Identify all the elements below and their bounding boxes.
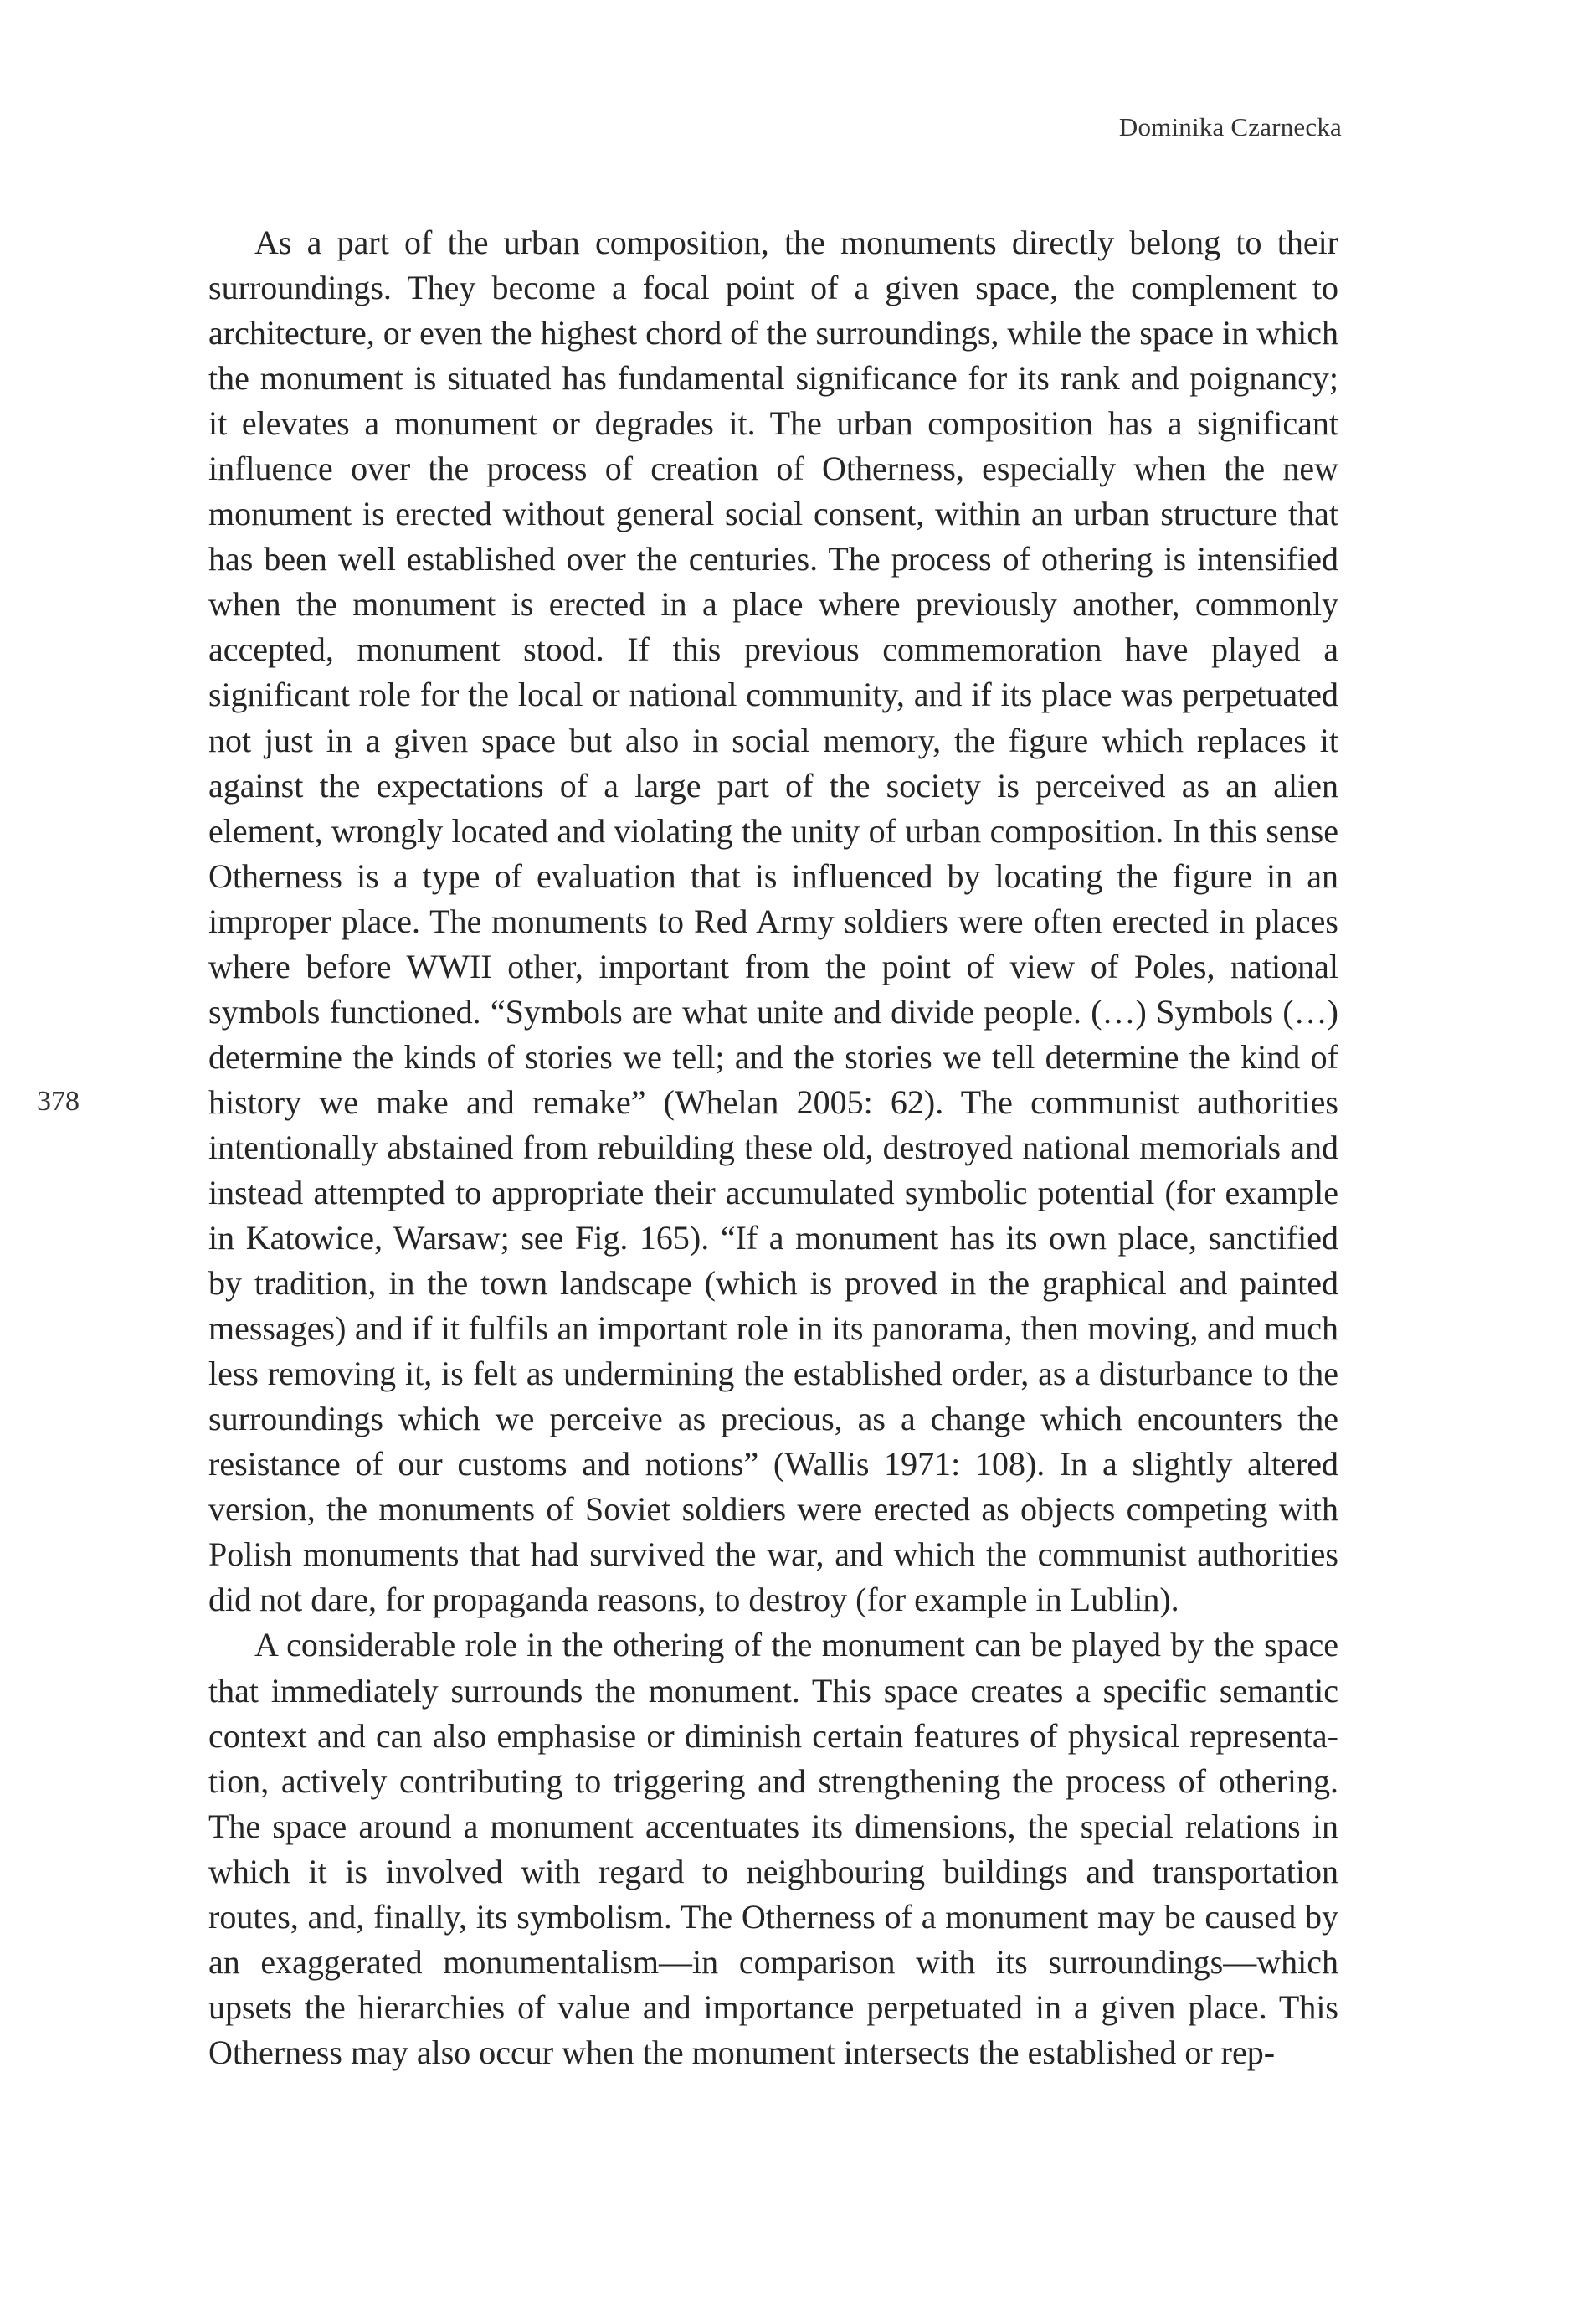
main-text-body [208, 220, 1338, 2075]
paragraph-2: A considerable role in the othering of the monument can be played by the space that immediately surrounds the monument. This space creates a specific semantic context and can also emphasise or diminish certain features of physical representation, actively contributing to triggering and strengthening the process of othering. The space around a monument accentuates its dimensions, the special relations in which it is involved with regard to neighbouring buildings and transportation routes, and, finally, its symbolism. The Otherness of a monument may be caused by an exaggerated monumentalism—in comparison with its surroundings—which upsets the hierarchies of value and importance perpetuated in a given place. This Otherness may also occur when the monument intersects the established or rep- [208, 1626, 1338, 2071]
running-header-author: Dominika Czarnecka [1118, 112, 1342, 141]
paragraph-1: As a part of the urban composition, the monuments directly belong to their surroundings. They become a focal point of a given space, the complement to architecture, or even the highest chord of the surroundings, while the space in which the monument is situated has fundamental significance for its rank and poignancy; it elevates a monument or degrades it. The urban composition has a significant influence over the process of creation of Otherness, especially when the new monument is erected without general social consent, within an urban structure that has been well established over the centuries. The process of othering is intensified when the monument is erected in a place where previously another, commonly accepted, monument stood. If this previous commemoration have played a significant role for the local or national community, and if its place was perpetuated not just in a given space but also in social memory, the figure which replaces it against the expectations of a large part of the society is perceived as an alien element, wrongly located and violating the unity of urban composition. In this sense Otherness is a type of evaluation that is influenced by locating the figure in an improper place. The monuments to Red Army soldiers were often erected in places where before WWII other, important from the point of view of Poles, national symbols functioned. “Symbols are what unite and divide people. (…) Symbols (…) determine the kinds of stories we tell; and the stories we tell determine the kind of history we make and remake” (Whelan 2005: 62). The communist authorities intentionally abstained from rebuilding these old, destroyed national memorials and instead attempted to appropriate their accumulated symbolic potential (for example in Katowice, Warsaw; see Fig. 165). “If a monument has its own place, sanctified by tradition, in the town landscape (which is proved in the graphical and painted messages) and if it fulfils an important role in its panorama, then moving, and much less removing it, is felt as undermining the established order, as a disturbance to the surroundings which we perceive as precious, as a change which encounters the resistance of our customs and notions” (Wallis 1971: 108). In a slightly altered version, the monuments of Soviet soldiers were erected as objects competing with Polish monuments that had survived the war, and which the communist authorities did not dare, for propaganda reasons, to destroy (for example in Lublin). [208, 224, 1338, 1619]
page-number: 378 [37, 1086, 80, 1117]
